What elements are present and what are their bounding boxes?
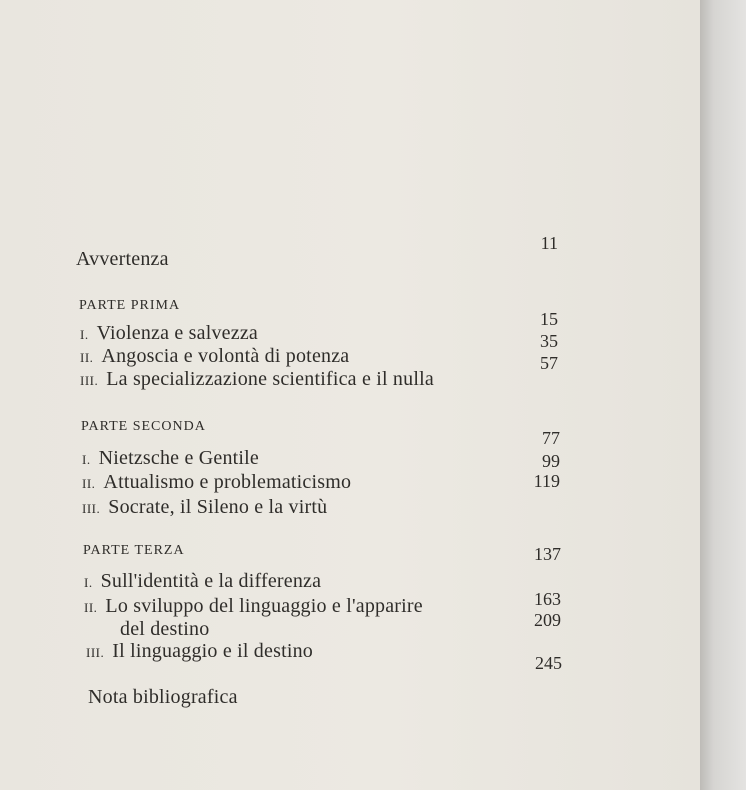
chapter-roman: III. bbox=[86, 645, 105, 660]
toc-nota-page: 245 bbox=[535, 653, 562, 673]
chapter-title: Lo sviluppo del linguaggio e l'apparire bbox=[105, 595, 423, 617]
toc-entry bbox=[82, 471, 351, 494]
chapter-page: 15 bbox=[540, 309, 558, 329]
part-heading-terza: PARTE TERZA bbox=[83, 543, 185, 558]
chapter-page: 209 bbox=[534, 610, 561, 630]
chapter-roman: III. bbox=[80, 373, 99, 388]
chapter-page: 35 bbox=[540, 331, 558, 351]
chapter-title: Sull'identità e la differenza bbox=[100, 570, 322, 592]
toc-entry bbox=[80, 368, 434, 391]
toc-entry bbox=[82, 496, 327, 519]
chapter-title-continuation: del destino bbox=[120, 618, 210, 640]
chapter-title: Violenza e salvezza bbox=[96, 322, 258, 344]
toc-entry bbox=[84, 570, 321, 593]
chapter-page: 57 bbox=[540, 353, 558, 373]
chapter-title: Il linguaggio e il destino bbox=[112, 640, 313, 662]
chapter-page: 137 bbox=[534, 544, 561, 564]
toc-entry bbox=[86, 640, 313, 663]
chapter-roman: II. bbox=[82, 476, 96, 491]
chapter-roman: I. bbox=[84, 575, 93, 590]
chapter-page: 99 bbox=[542, 451, 560, 471]
chapter-roman: II. bbox=[84, 600, 98, 615]
chapter-page: 163 bbox=[534, 589, 561, 609]
chapter-roman: I. bbox=[82, 452, 91, 467]
toc-avvertenza-page: 11 bbox=[540, 233, 558, 253]
chapter-title: La specializzazione scientifica e il nulla bbox=[106, 368, 434, 390]
chapter-roman: III. bbox=[82, 501, 101, 516]
toc-entry bbox=[80, 322, 258, 345]
chapter-page: 77 bbox=[542, 428, 560, 448]
page-edge-shadow bbox=[700, 0, 746, 790]
toc-avvertenza: Avvertenza bbox=[76, 248, 169, 270]
toc-entry bbox=[84, 595, 423, 618]
toc-entry bbox=[80, 345, 349, 368]
part-heading-seconda: PARTE SECONDA bbox=[81, 419, 206, 434]
chapter-page: 119 bbox=[533, 471, 560, 491]
chapter-title: Nietzsche e Gentile bbox=[98, 447, 259, 469]
chapter-title: Angoscia e volontà di potenza bbox=[101, 345, 350, 367]
chapter-title: Socrate, il Sileno e la virtù bbox=[108, 496, 328, 518]
chapter-roman: I. bbox=[80, 327, 89, 342]
chapter-roman: II. bbox=[80, 350, 94, 365]
chapter-title: Attualismo e problematicismo bbox=[103, 471, 352, 493]
part-heading-prima: PARTE PRIMA bbox=[79, 298, 181, 313]
toc-entry bbox=[82, 447, 259, 470]
toc-nota: Nota bibliografica bbox=[88, 686, 238, 708]
